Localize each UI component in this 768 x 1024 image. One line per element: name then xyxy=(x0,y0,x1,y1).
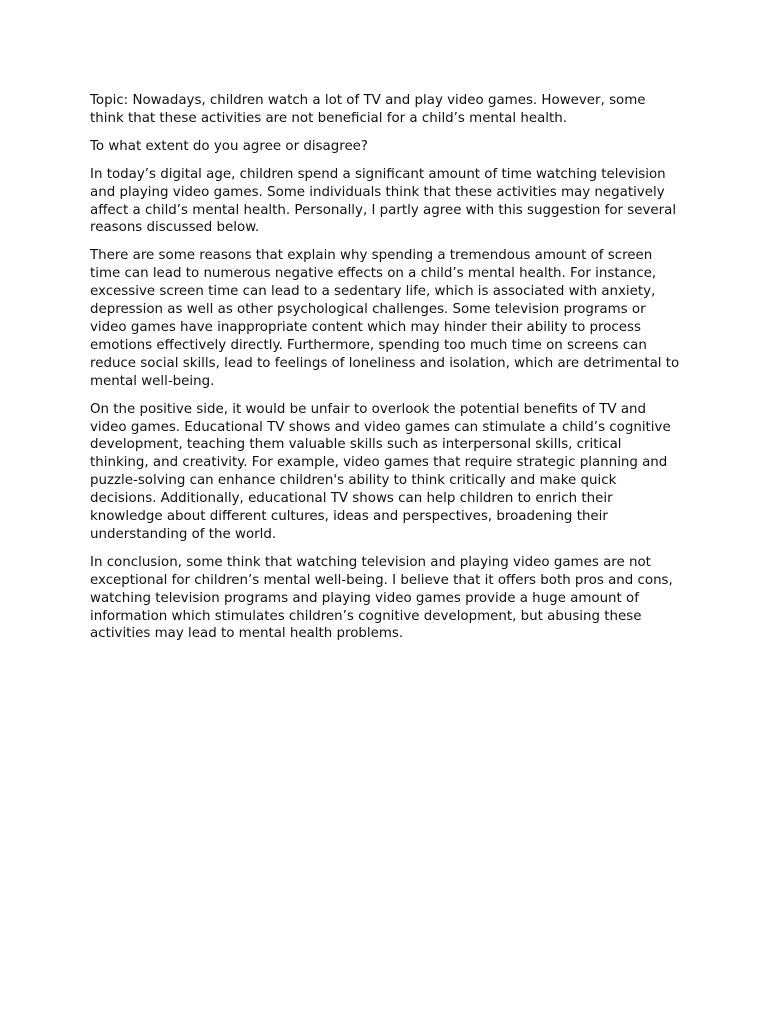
essay-conclusion-paragraph: In conclusion, some think that watching television and playing video games are not exceptional for children’s mental well-being. I believe that it offers both pros and cons, watching television programs and playing video games provide a huge amount of information which stimulates children’s cognitive development, but abusing these activities may lead to mental health problems. xyxy=(90,554,673,642)
essay-question: To what extent do you agree or disagree? xyxy=(90,138,369,154)
essay-negative-effects-paragraph: There are some reasons that explain why spending a tremendous amount of screen time can lead to numerous negative effects on a child’s mental health. For instance, excessive screen time can lead to a sedentary life, which is associated with anxiety, depression as well as other psychological challenges. Some television programs or video games have inappropriate content which may hinder their ability to process emotions effectively directly. Furthermore, spending too much time on screens can reduce social skills, lead to feelings of loneliness and isolation, which are detrimental to mental well-being. xyxy=(90,248,680,389)
essay-positive-effects-paragraph: On the positive side, it would be unfair to overlook the potential benefits of TV and video games. Educational TV shows and video games can stimulate a child’s cognitive development, teaching them valuable skills such as interpersonal skills, critical thinking, and creativity. For example, video games that require strategic planning and puzzle-solving can enhance children's ability to think critically and make quick decisions. Additionally, educational TV shows can help children to enrich their knowledge about different cultures, ideas and perspectives, broadening their understanding of the world. xyxy=(90,401,671,542)
essay-introduction-paragraph: In today’s digital age, children spend a significant amount of time watching television and playing video games. Some individuals think that these activities may negatively affect a child’s mental health. Personally, I partly agree with this suggestion for several reasons discussed below. xyxy=(90,166,677,236)
essay-body xyxy=(90,92,680,653)
essay-topic: Topic: Nowadays, children watch a lot of TV and play video games. However, some think that these activities are not beneficial for a child’s mental health. xyxy=(90,93,646,126)
